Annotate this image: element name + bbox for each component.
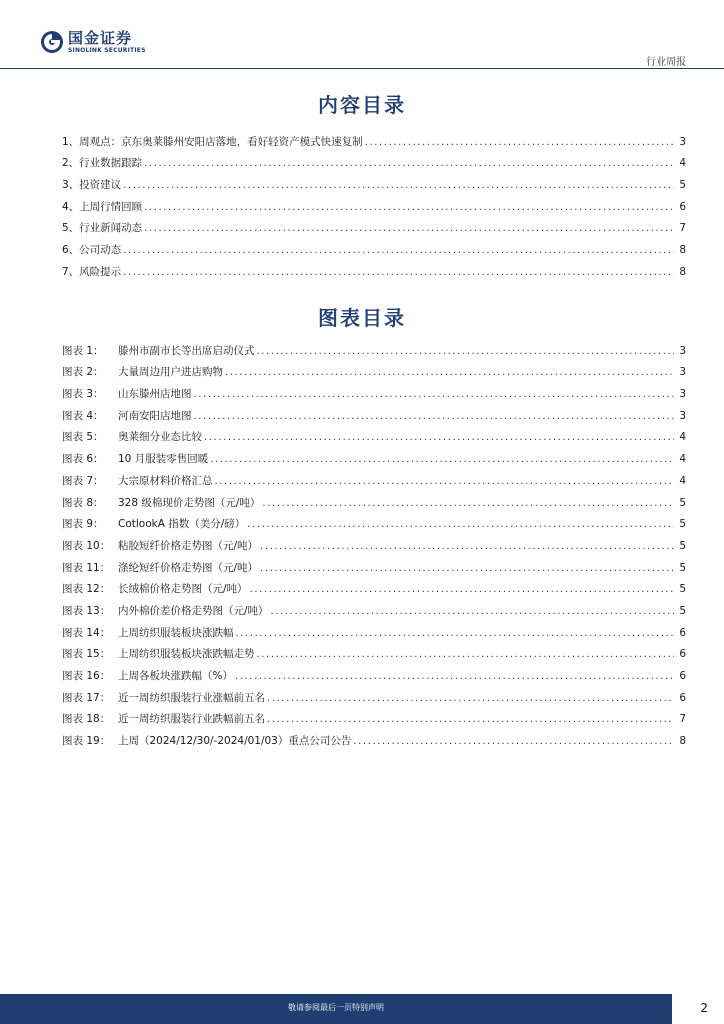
figure-entry[interactable] bbox=[62, 726, 686, 748]
figure-entry[interactable] bbox=[62, 401, 686, 423]
figure-number: 图表 5： bbox=[62, 431, 104, 444]
figure-title: 上周各板块涨跌幅（%） bbox=[118, 670, 233, 682]
dot-leader bbox=[257, 648, 675, 661]
figure-title: 滕州市副市长等出席启动仪式 bbox=[118, 344, 255, 357]
figure-title: 上周纺织服装板块涨跌幅 bbox=[118, 626, 234, 639]
figure-number: 图表 9： bbox=[62, 518, 104, 531]
dot-leader bbox=[260, 540, 674, 553]
entry-page-number: 4 bbox=[679, 474, 686, 487]
page-number: 2 bbox=[700, 1001, 708, 1015]
contents-title: 内容目录 bbox=[318, 93, 406, 117]
entry-page-number: 7 bbox=[679, 713, 686, 726]
figure-entry[interactable] bbox=[62, 358, 686, 380]
dot-leader bbox=[235, 670, 674, 683]
figure-title: 大量周边用户进店购物 bbox=[118, 366, 223, 379]
entry-page-number: 4 bbox=[679, 157, 686, 170]
entry-page-number: 8 bbox=[679, 244, 686, 257]
dot-leader bbox=[215, 475, 675, 488]
logo-chinese-name: 国金证券 bbox=[68, 28, 133, 47]
entry-page-number: 7 bbox=[679, 222, 686, 235]
figure-number: 图表 17： bbox=[62, 691, 111, 704]
figure-number: 图表 2： bbox=[62, 366, 104, 379]
report-type: 行业周报 bbox=[646, 57, 686, 68]
figure-number: 图表 15： bbox=[62, 648, 111, 661]
entry-page-number: 5 bbox=[679, 583, 686, 596]
figure-title: 内外棉价差价格走势图（元/吨） bbox=[118, 604, 269, 617]
figure-number: 图表 6： bbox=[62, 453, 104, 466]
contents-entry-title: 1、周观点：京东奥莱滕州安阳店落地，看好轻资产模式快速复制 bbox=[62, 135, 363, 148]
dot-leader bbox=[194, 410, 675, 423]
footer-disclaimer-note: 敬请参阅最后一页特别声明 bbox=[288, 1003, 384, 1012]
dot-leader bbox=[260, 562, 674, 575]
figure-number: 图表 12： bbox=[62, 583, 111, 596]
figure-title: 大宗原材料价格汇总 bbox=[118, 474, 213, 487]
figure-title: 山东滕州店地图 bbox=[118, 388, 192, 401]
figures-title: 图表目录 bbox=[318, 306, 406, 330]
entry-page-number: 6 bbox=[679, 626, 686, 639]
figure-title: 上周（2024/12/30/-2024/01/03）重点公司公告 bbox=[118, 735, 352, 748]
entry-page-number: 5 bbox=[679, 561, 686, 574]
contents-entry-title: 3、投资建议 bbox=[62, 179, 122, 192]
dot-leader bbox=[210, 453, 674, 466]
figure-title: 涤纶短纤价格走势图（元/吨） bbox=[118, 561, 259, 574]
dot-leader bbox=[365, 136, 674, 149]
figure-entry[interactable] bbox=[62, 661, 686, 683]
figure-number: 图表 13： bbox=[62, 604, 111, 617]
contents-entry-title: 5、行业新闻动态 bbox=[62, 222, 143, 235]
figure-number: 图表 1： bbox=[62, 344, 104, 357]
figure-title: 上周纺织服装板块涨跌幅走势 bbox=[118, 648, 255, 661]
contents-entry[interactable] bbox=[62, 127, 686, 149]
contents-entry[interactable] bbox=[62, 257, 686, 279]
company-logo bbox=[40, 30, 146, 54]
contents-entry-title: 4、上周行情回顾 bbox=[62, 200, 143, 213]
figure-entry[interactable] bbox=[62, 488, 686, 510]
entry-page-number: 4 bbox=[679, 453, 686, 466]
figure-entry[interactable] bbox=[62, 444, 686, 466]
contents-entry[interactable] bbox=[62, 149, 686, 171]
figure-title: 粘胶短纤价格走势图（元/吨） bbox=[118, 539, 259, 552]
figure-entry[interactable] bbox=[62, 618, 686, 640]
entry-page-number: 5 bbox=[679, 539, 686, 552]
contents-entry[interactable] bbox=[62, 192, 686, 214]
dot-leader bbox=[144, 201, 674, 214]
figure-number: 图表 8： bbox=[62, 496, 104, 509]
figure-number: 图表 14： bbox=[62, 626, 111, 639]
dot-leader bbox=[267, 713, 674, 726]
entry-page-number: 4 bbox=[679, 431, 686, 444]
entry-page-number: 3 bbox=[679, 388, 686, 401]
dot-leader bbox=[262, 497, 674, 510]
figure-number: 图表 3： bbox=[62, 388, 104, 401]
entry-page-number: 3 bbox=[679, 409, 686, 422]
figure-entry[interactable] bbox=[62, 596, 686, 618]
dot-leader bbox=[225, 366, 674, 379]
figure-number: 图表 7： bbox=[62, 474, 104, 487]
figure-number: 图表 4： bbox=[62, 409, 104, 422]
entry-page-number: 6 bbox=[679, 648, 686, 661]
entry-page-number: 3 bbox=[679, 344, 686, 357]
entry-page-number: 5 bbox=[679, 496, 686, 509]
figure-title: 近一周纺织服装行业跌幅前五名 bbox=[118, 713, 265, 726]
contents-entry[interactable] bbox=[62, 170, 686, 192]
dot-leader bbox=[271, 605, 674, 618]
figure-number: 图表 19： bbox=[62, 735, 111, 748]
figure-entry[interactable] bbox=[62, 553, 686, 575]
figure-title: 长绒棉价格走势图（元/吨） bbox=[118, 583, 248, 596]
dot-leader bbox=[247, 518, 674, 531]
entry-page-number: 3 bbox=[679, 366, 686, 379]
figure-number: 图表 11： bbox=[62, 561, 111, 574]
figure-title: 10 月服装零售回暖 bbox=[118, 453, 209, 466]
dot-leader bbox=[194, 388, 675, 401]
contents-entry[interactable] bbox=[62, 235, 686, 257]
figure-entry[interactable] bbox=[62, 510, 686, 532]
dot-leader bbox=[123, 266, 674, 279]
sinolink-logo-icon bbox=[40, 30, 64, 54]
entry-page-number: 5 bbox=[679, 604, 686, 617]
figure-entry[interactable] bbox=[62, 640, 686, 662]
figure-entry[interactable] bbox=[62, 683, 686, 705]
entry-page-number: 8 bbox=[679, 265, 686, 278]
figure-title: 河南安阳店地图 bbox=[118, 409, 192, 422]
figure-number: 图表 16： bbox=[62, 670, 111, 682]
dot-leader bbox=[123, 179, 674, 192]
dot-leader bbox=[250, 583, 674, 596]
contents-entry-title: 2、行业数据跟踪 bbox=[62, 157, 143, 170]
entry-page-number: 5 bbox=[679, 518, 686, 531]
logo-english-name: SINOLINK SECURITIES bbox=[68, 46, 146, 54]
dot-leader bbox=[267, 692, 674, 705]
contents-list bbox=[62, 127, 686, 279]
figure-entry[interactable] bbox=[62, 705, 686, 727]
contents-entry[interactable] bbox=[62, 214, 686, 236]
dot-leader bbox=[144, 222, 674, 235]
header-divider bbox=[0, 68, 724, 69]
figure-entry[interactable] bbox=[62, 531, 686, 553]
figure-entry[interactable] bbox=[62, 423, 686, 445]
entry-page-number: 6 bbox=[679, 200, 686, 213]
figures-list bbox=[62, 336, 686, 748]
dot-leader bbox=[353, 735, 674, 748]
page-header bbox=[0, 0, 724, 70]
contents-entry-title: 6、公司动态 bbox=[62, 244, 122, 257]
figure-title: 近一周纺织服装行业涨幅前五名 bbox=[118, 691, 265, 704]
figure-number: 图表 10： bbox=[62, 539, 111, 552]
figure-entry[interactable] bbox=[62, 575, 686, 597]
entry-page-number: 6 bbox=[679, 691, 686, 704]
figure-entry[interactable] bbox=[62, 466, 686, 488]
entry-page-number: 6 bbox=[679, 670, 686, 682]
dot-leader bbox=[204, 431, 674, 444]
figure-entry[interactable] bbox=[62, 336, 686, 358]
dot-leader bbox=[123, 244, 674, 257]
figure-entry[interactable] bbox=[62, 379, 686, 401]
dot-leader bbox=[257, 345, 675, 358]
figure-title: 奥莱细分业态比较 bbox=[118, 431, 202, 444]
figure-title: 328 级棉现价走势图（元/吨） bbox=[118, 496, 261, 509]
figure-number: 图表 18： bbox=[62, 713, 111, 726]
entry-page-number: 8 bbox=[679, 735, 686, 748]
figure-title: CotlookA 指数（美分/磅） bbox=[118, 518, 246, 531]
contents-entry-title: 7、风险提示 bbox=[62, 265, 122, 278]
dot-leader bbox=[144, 157, 674, 170]
dot-leader bbox=[236, 627, 675, 640]
entry-page-number: 3 bbox=[679, 135, 686, 148]
entry-page-number: 5 bbox=[679, 179, 686, 192]
